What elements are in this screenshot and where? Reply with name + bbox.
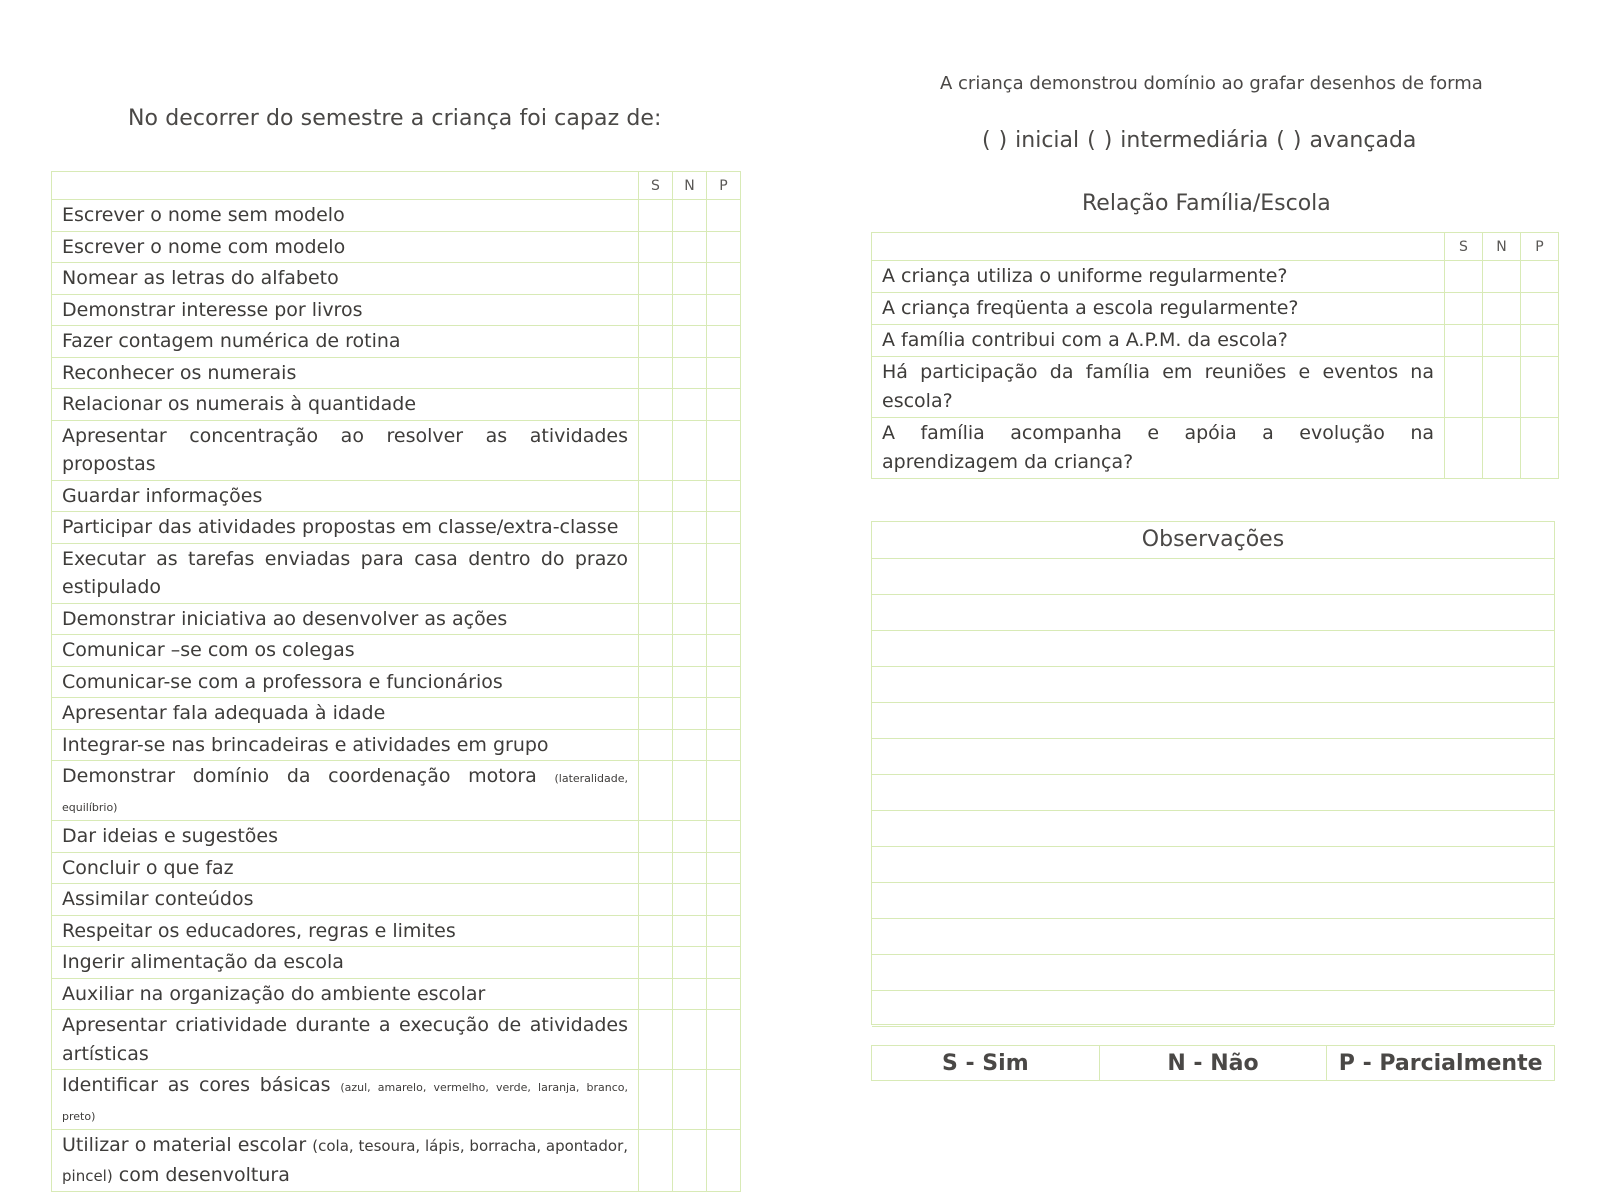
check-cell-s[interactable] [639, 915, 673, 947]
skills-header-row [52, 172, 741, 200]
skill-label [52, 389, 639, 421]
check-cell-n[interactable] [673, 635, 707, 667]
skill-text: Ingerir alimentação da escola [62, 951, 344, 973]
skill-label [52, 1070, 639, 1130]
skill-row [52, 389, 741, 421]
check-cell-p[interactable] [707, 821, 741, 853]
check-cell-n[interactable] [673, 1070, 707, 1130]
skill-label [52, 543, 639, 603]
check-cell-p[interactable] [707, 947, 741, 979]
skill-row [52, 543, 741, 603]
check-cell-p[interactable] [707, 357, 741, 389]
skill-text: Executar as tarefas enviadas para casa dentro do prazo estipulado [62, 547, 628, 598]
check-cell-p[interactable] [707, 884, 741, 916]
skills-table [51, 171, 741, 1192]
skill-label [52, 884, 639, 916]
skill-label [52, 635, 639, 667]
family-check-cell-n[interactable] [1483, 418, 1521, 479]
skill-note: (azul, amarelo, vermelho, verde, laranja, branco, preto) [62, 1081, 629, 1123]
check-cell-s[interactable] [639, 947, 673, 979]
skill-label [52, 263, 639, 295]
skill-row [52, 231, 741, 263]
legend-sim: S - Sim [872, 1046, 1100, 1081]
skill-label [52, 978, 639, 1010]
family-row [872, 357, 1559, 418]
observation-line[interactable] [872, 739, 1554, 775]
check-cell-s[interactable] [639, 603, 673, 635]
family-check-cell-s[interactable] [1445, 325, 1483, 357]
check-cell-p[interactable] [707, 978, 741, 1010]
column-p-header: P [707, 172, 741, 200]
skill-row [52, 603, 741, 635]
check-cell-s[interactable] [639, 852, 673, 884]
check-cell-s[interactable] [639, 357, 673, 389]
skill-text: Apresentar fala adequada à idade [62, 702, 386, 724]
skill-row [52, 1010, 741, 1070]
column-n-header: N [673, 172, 707, 200]
check-cell-s[interactable] [639, 543, 673, 603]
skills-rows [52, 200, 741, 1192]
observation-line[interactable] [872, 883, 1554, 919]
skill-label [52, 200, 639, 232]
skill-row [52, 512, 741, 544]
legend-parcialmente: P - Parcialmente [1327, 1046, 1555, 1081]
check-cell-s[interactable] [639, 1010, 673, 1070]
check-cell-n[interactable] [673, 263, 707, 295]
family-check-cell-p[interactable] [1521, 357, 1559, 418]
skill-row [52, 761, 741, 821]
skill-text: Utilizar o material escolar [62, 1134, 307, 1156]
skill-row [52, 978, 741, 1010]
family-check-cell-s[interactable] [1445, 261, 1483, 293]
check-cell-p[interactable] [707, 729, 741, 761]
check-cell-p[interactable] [707, 915, 741, 947]
check-cell-p[interactable] [707, 326, 741, 358]
observation-line[interactable] [872, 991, 1554, 1027]
skill-text: Apresentar criatividade durante a execução de atividades artísticas [62, 1014, 628, 1065]
check-cell-n[interactable] [673, 294, 707, 326]
family-column-n-header: N [1483, 233, 1521, 261]
skill-label [52, 666, 639, 698]
drawing-options: ( ) inicial ( ) intermediária ( ) avançada [982, 128, 1417, 153]
skill-text: Guardar informações [62, 484, 263, 507]
check-cell-s[interactable] [639, 420, 673, 480]
check-cell-p[interactable] [707, 635, 741, 667]
check-cell-s[interactable] [639, 512, 673, 544]
skill-row [52, 420, 741, 480]
skill-text: Demonstrar iniciativa ao desenvolver as ações [62, 607, 508, 630]
check-cell-s[interactable] [639, 231, 673, 263]
family-check-cell-p[interactable] [1521, 325, 1559, 357]
family-check-cell-p[interactable] [1521, 261, 1559, 293]
skill-row [52, 947, 741, 979]
check-cell-n[interactable] [673, 480, 707, 512]
skill-text: Assimilar conteúdos [62, 888, 254, 910]
skill-text: Demonstrar domínio da coordenação motora [62, 765, 537, 787]
skill-label [52, 1010, 639, 1070]
skill-label [52, 947, 639, 979]
family-column-p-header: P [1521, 233, 1559, 261]
skill-text: Auxiliar na organização do ambiente escolar [62, 982, 486, 1005]
skill-text: Integrar-se nas brincadeiras e atividades em grupo [62, 733, 549, 756]
skill-label [52, 821, 639, 853]
skill-label [52, 357, 639, 389]
skill-row [52, 729, 741, 761]
skill-text: Escrever o nome sem modelo [62, 204, 345, 226]
skill-row [52, 480, 741, 512]
check-cell-n[interactable] [673, 729, 707, 761]
observation-line[interactable] [872, 631, 1554, 667]
observation-line[interactable] [872, 919, 1554, 955]
family-school-title: Relação Família/Escola [1082, 191, 1331, 216]
check-cell-n[interactable] [673, 1010, 707, 1070]
family-question: Há participação da família em reuniões e eventos na escola? [872, 357, 1445, 418]
legend-nao: N - Não [1099, 1046, 1327, 1081]
skill-text: Participar das atividades propostas em classe/extra-classe [62, 516, 619, 538]
skill-row [52, 915, 741, 947]
check-cell-s[interactable] [639, 1070, 673, 1130]
skill-text: Escrever o nome com modelo [62, 235, 346, 258]
check-cell-p[interactable] [707, 666, 741, 698]
family-header-label-cell [872, 233, 1445, 261]
skills-header-label-cell [52, 172, 639, 200]
check-cell-s[interactable] [639, 978, 673, 1010]
family-check-cell-p[interactable] [1521, 293, 1559, 325]
skill-text: Respeitar os educadores, regras e limites [62, 919, 456, 942]
check-cell-s[interactable] [639, 480, 673, 512]
skill-row [52, 635, 741, 667]
skill-text: Demonstrar interesse por livros [62, 298, 363, 321]
skill-row [52, 263, 741, 295]
check-cell-s[interactable] [639, 294, 673, 326]
skill-text: Nomear as letras do alfabeto [62, 267, 339, 289]
observation-line[interactable] [872, 595, 1554, 631]
family-check-cell-n[interactable] [1483, 325, 1521, 357]
check-cell-n[interactable] [673, 603, 707, 635]
family-row [872, 261, 1559, 293]
check-cell-s[interactable] [639, 729, 673, 761]
skill-text: Concluir o que faz [62, 856, 234, 879]
family-check-cell-s[interactable] [1445, 293, 1483, 325]
skill-note: (lateralidade, equilíbrio) [62, 772, 628, 814]
check-cell-n[interactable] [673, 1130, 707, 1192]
check-cell-s[interactable] [639, 821, 673, 853]
check-cell-n[interactable] [673, 357, 707, 389]
skill-label [52, 698, 639, 730]
skill-row [52, 357, 741, 389]
drawing-question: A criança demonstrou domínio ao grafar desenhos de forma [940, 73, 1483, 94]
skill-row [52, 1070, 741, 1130]
family-row [872, 418, 1559, 479]
check-cell-n[interactable] [673, 543, 707, 603]
skill-label [52, 1130, 639, 1192]
family-check-cell-s[interactable] [1445, 418, 1483, 479]
observation-line[interactable] [872, 559, 1554, 595]
skill-text: Comunicar-se com a professora e funcionários [62, 670, 503, 693]
check-cell-s[interactable] [639, 761, 673, 821]
family-question: A criança freqüenta a escola regularmente? [872, 293, 1445, 325]
check-cell-s[interactable] [639, 200, 673, 232]
check-cell-s[interactable] [639, 1130, 673, 1192]
skill-row [52, 326, 741, 358]
skill-label [52, 915, 639, 947]
skill-text-after: com desenvoltura [118, 1163, 290, 1186]
observations-title: Observações [872, 522, 1554, 559]
skill-text: Reconhecer os numerais [62, 361, 297, 384]
check-cell-p[interactable] [707, 761, 741, 821]
skill-label [52, 852, 639, 884]
check-cell-s[interactable] [639, 635, 673, 667]
skill-text: Dar ideias e sugestões [62, 825, 278, 847]
legend-row [872, 1046, 1555, 1081]
check-cell-p[interactable] [707, 852, 741, 884]
check-cell-n[interactable] [673, 420, 707, 480]
skill-text: Identificar as cores básicas [62, 1074, 331, 1096]
check-cell-n[interactable] [673, 761, 707, 821]
observation-line[interactable] [872, 811, 1554, 847]
family-school-table [871, 232, 1559, 479]
skill-label [52, 729, 639, 761]
family-question: A criança utiliza o uniforme regularmente? [872, 261, 1445, 293]
check-cell-s[interactable] [639, 263, 673, 295]
family-row [872, 325, 1559, 357]
skill-row [52, 1130, 741, 1192]
check-cell-p[interactable] [707, 480, 741, 512]
skill-text: Apresentar concentração ao resolver as atividades propostas [62, 424, 628, 475]
check-cell-p[interactable] [707, 263, 741, 295]
check-cell-s[interactable] [639, 389, 673, 421]
check-cell-n[interactable] [673, 512, 707, 544]
family-header-row [872, 233, 1559, 261]
observation-line[interactable] [872, 667, 1554, 703]
skill-label [52, 603, 639, 635]
check-cell-p[interactable] [707, 294, 741, 326]
check-cell-s[interactable] [639, 326, 673, 358]
skill-row [52, 852, 741, 884]
observation-line[interactable] [872, 847, 1554, 883]
skill-row [52, 698, 741, 730]
skill-label [52, 480, 639, 512]
check-cell-p[interactable] [707, 1010, 741, 1070]
check-cell-n[interactable] [673, 821, 707, 853]
check-cell-n[interactable] [673, 231, 707, 263]
skill-text: Comunicar –se com os colegas [62, 639, 355, 661]
skill-inline-note: (cola, tesoura, lápis, borracha, apontador, pincel) [62, 1137, 629, 1185]
check-cell-p[interactable] [707, 603, 741, 635]
family-check-cell-n[interactable] [1483, 293, 1521, 325]
family-question: A família acompanha e apóia a evolução na aprendizagem da criança? [872, 418, 1445, 479]
column-s-header: S [639, 172, 673, 200]
family-column-s-header: S [1445, 233, 1483, 261]
check-cell-s[interactable] [639, 698, 673, 730]
skill-text: Fazer contagem numérica de rotina [62, 330, 401, 352]
check-cell-n[interactable] [673, 698, 707, 730]
family-row [872, 293, 1559, 325]
skill-text: Relacionar os numerais à quantidade [62, 393, 417, 415]
check-cell-n[interactable] [673, 978, 707, 1010]
check-cell-s[interactable] [639, 666, 673, 698]
check-cell-p[interactable] [707, 389, 741, 421]
family-rows [872, 261, 1559, 479]
skill-label [52, 326, 639, 358]
skill-label [52, 512, 639, 544]
skill-label [52, 294, 639, 326]
skill-label [52, 231, 639, 263]
skill-row [52, 884, 741, 916]
check-cell-n[interactable] [673, 326, 707, 358]
observation-line[interactable] [872, 703, 1554, 739]
check-cell-n[interactable] [673, 200, 707, 232]
check-cell-n[interactable] [673, 884, 707, 916]
skill-label [52, 420, 639, 480]
check-cell-p[interactable] [707, 512, 741, 544]
skills-title: No decorrer do semestre a criança foi capaz de: [128, 106, 662, 131]
check-cell-s[interactable] [639, 884, 673, 916]
skill-row [52, 666, 741, 698]
check-cell-p[interactable] [707, 231, 741, 263]
check-cell-n[interactable] [673, 389, 707, 421]
check-cell-p[interactable] [707, 1070, 741, 1130]
observations-box [871, 521, 1555, 1025]
check-cell-n[interactable] [673, 666, 707, 698]
family-check-cell-n[interactable] [1483, 357, 1521, 418]
skill-row [52, 294, 741, 326]
observations-lines [872, 559, 1554, 1027]
skill-row [52, 200, 741, 232]
family-check-cell-s[interactable] [1445, 357, 1483, 418]
check-cell-n[interactable] [673, 852, 707, 884]
family-check-cell-p[interactable] [1521, 418, 1559, 479]
check-cell-p[interactable] [707, 698, 741, 730]
skill-label [52, 761, 639, 821]
observation-line[interactable] [872, 955, 1554, 991]
check-cell-p[interactable] [707, 1130, 741, 1192]
check-cell-p[interactable] [707, 543, 741, 603]
check-cell-p[interactable] [707, 200, 741, 232]
check-cell-n[interactable] [673, 947, 707, 979]
check-cell-n[interactable] [673, 915, 707, 947]
check-cell-p[interactable] [707, 420, 741, 480]
family-check-cell-n[interactable] [1483, 261, 1521, 293]
skill-row [52, 821, 741, 853]
family-question: A família contribui com a A.P.M. da escola? [872, 325, 1445, 357]
observation-line[interactable] [872, 775, 1554, 811]
legend-table [871, 1045, 1555, 1081]
